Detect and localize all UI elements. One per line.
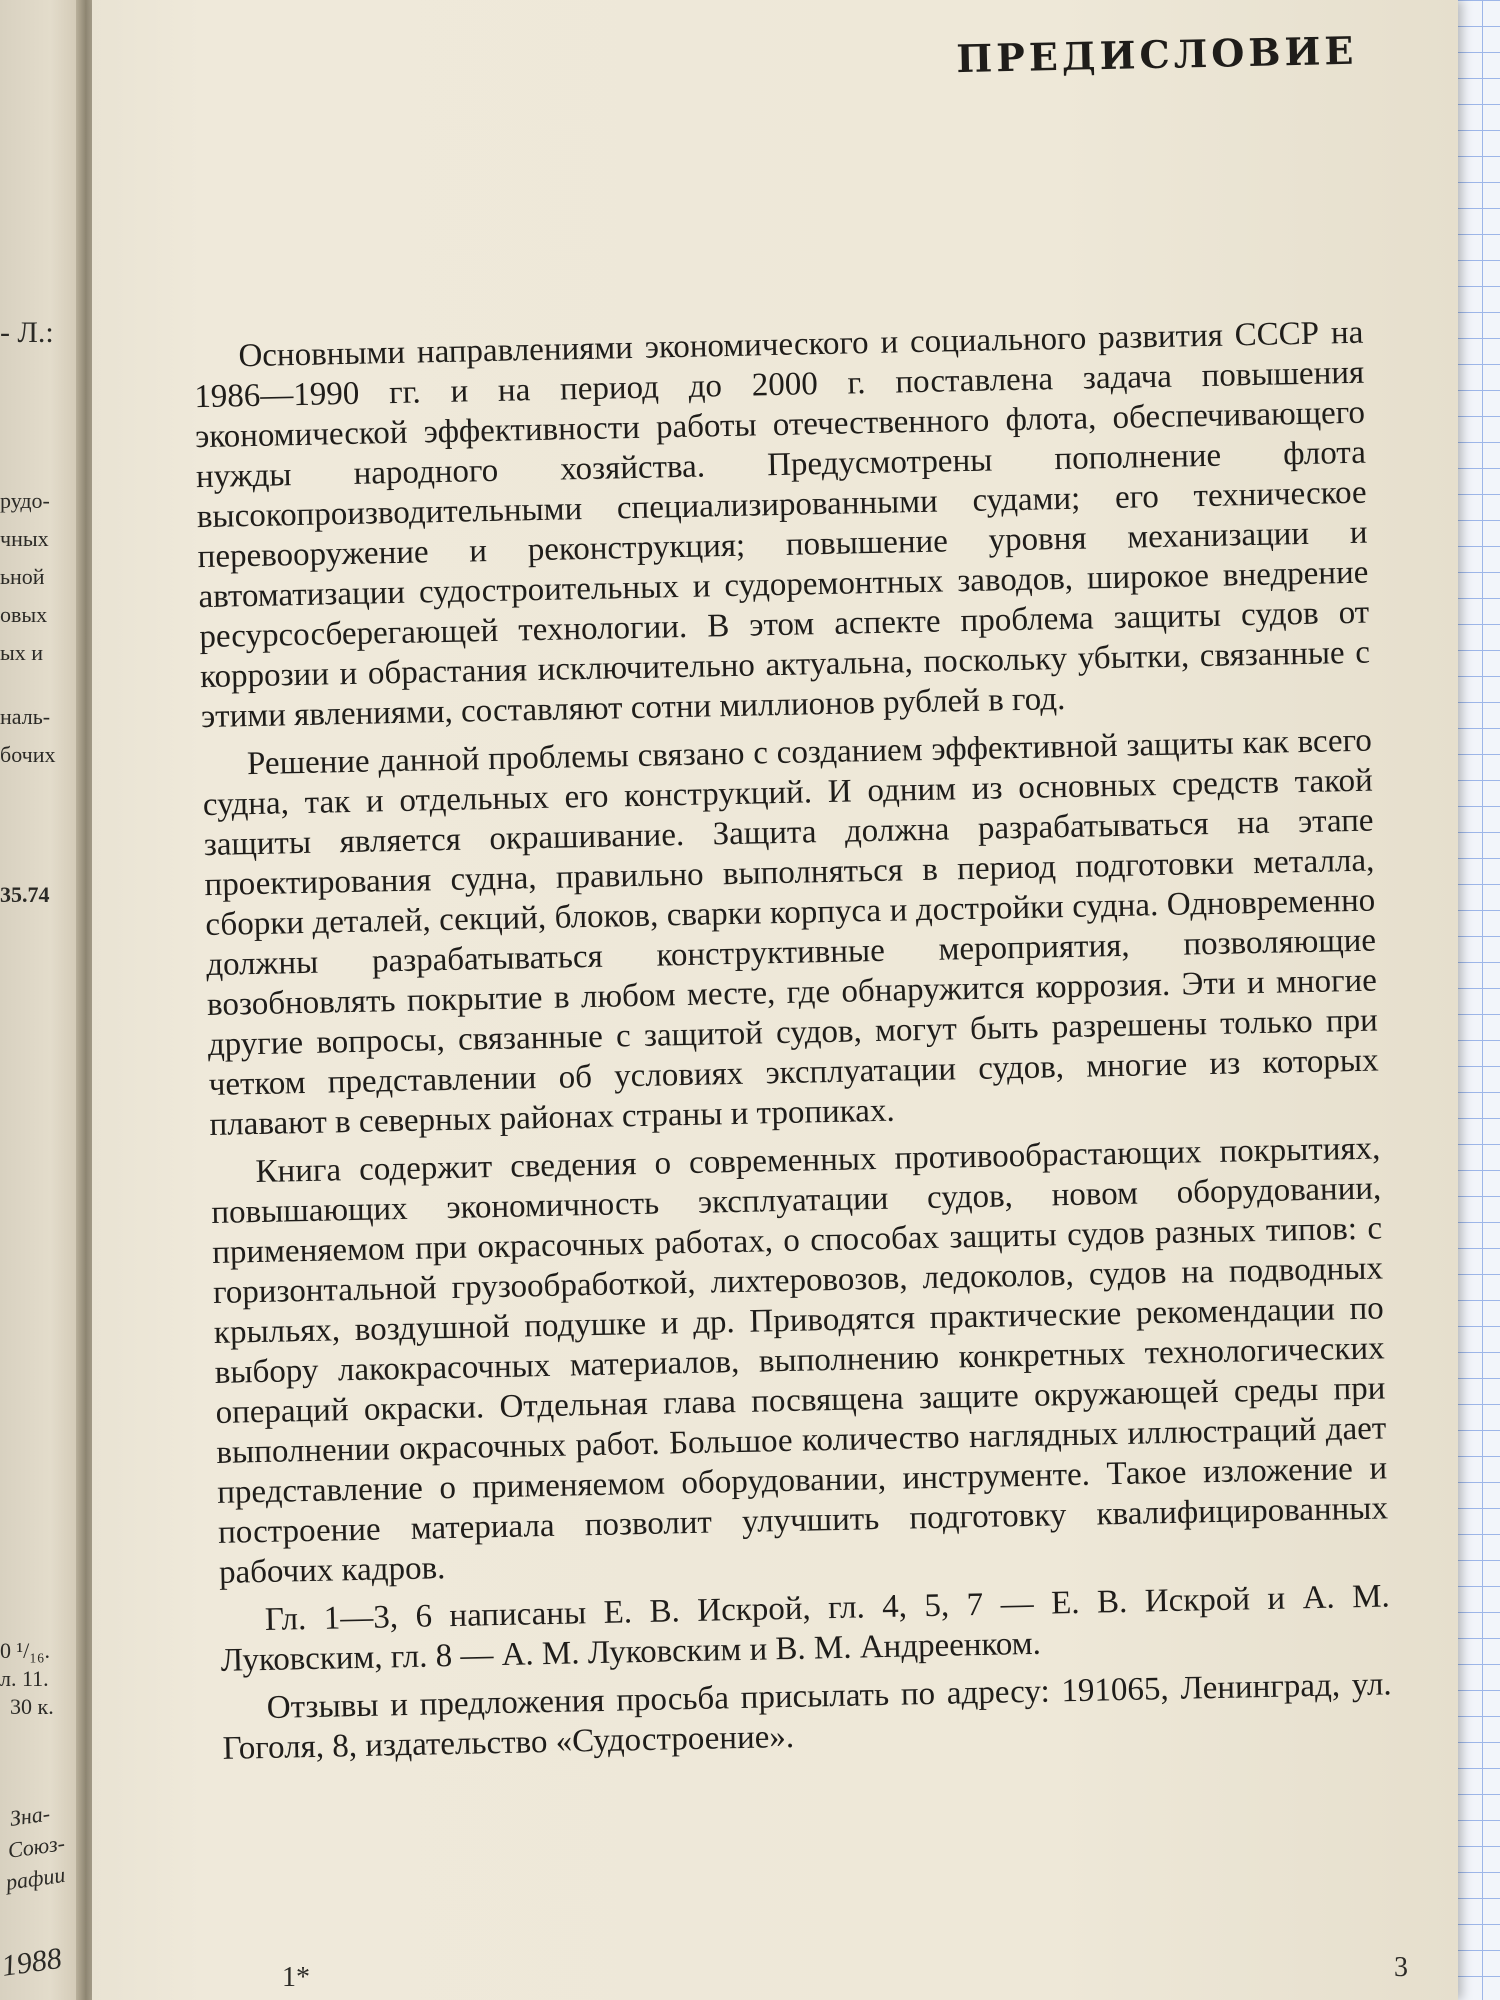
left-facing-page — [0, 0, 84, 2000]
left-page-fragment: Зна- — [8, 1800, 52, 1831]
paragraph: Гл. 1—3, 6 написаны Е. В. Искрой, гл. 4, 5, 7 — Е. В. Искрой и А. М. Луковским, гл. 8 — А. М. Луковским и В. М. Андреенком. — [220, 1578, 1391, 1679]
paragraph: Основными направлениями экономического и социального развития СССР на 1986—1990 гг. и на период до 2000 г. поставлена задача повышения экономической эффективности работы отечественного флота, обеспечивающего нужды народного хозяйства. Предусмотрены пополнение флота высокопроизводительными специализированными судами; его техническое перевооружение и реконструкция; повышение уровня механизации и автоматизации судостроительных и судоремонтных заводов, широкое внедрение ресурсосберегающей технологии. В этом аспекте проблема защиты судов от коррозии и обрастания исключительно актуальна, поскольку убытки, связанные с этими явлениями, составляют сотни миллионов рублей в год. — [193, 314, 1371, 736]
book-page — [92, 0, 1458, 2000]
left-page-fragment: рудо- — [0, 488, 50, 513]
left-page-fragment: ьной — [0, 564, 45, 589]
page-number: 3 — [1394, 1952, 1408, 1983]
left-page-fragment: 30 к. — [10, 1694, 54, 1719]
left-page-fragment: - Л.: — [0, 316, 54, 349]
left-page-fragment: Союз- — [6, 1830, 67, 1863]
left-page-fragment: 1988 — [0, 1941, 64, 1983]
paragraph: Решение данной проблемы связано с созданием эффективной защиты как всего судна, так и отдельных его конструкций. И одним из основных средств такой защиты является окрашивание. Защита должна разрабатываться на этапе проектирования судна, правильно выполняться в период подготовки металла, сборки деталей, секций, блоков, сварки корпуса и достройки судна. Одновременно должны разрабатываться конструктивные мероприятия, позволяющие возобновлять покрытие в любом месте, где обнаружится коррозия. Эти и многие другие вопросы, связанные с защитой судов, могут быть разрешены только при четком представлении об условиях эксплуатации судов, многие из которых плавают в северных районах страны и тропиках. — [202, 722, 1379, 1144]
left-page-fragment: л. 11. — [0, 1666, 49, 1691]
paragraph: Книга содержит сведения о современных противообрастающих покрытиях, повышающих экономичность эксплуатации судов, новом оборудовании, применяемом при окрасочных работах, о способах защиты судов разных типов: с горизонтальной грузообработкой, лихтеровозов, ледоколов, судов на подводных крыльях, воздушной подушке и др. Приводятся практические рекомендации по выбору лакокрасочных материалов, выполнению конкретных технологических операций окраски. Отдельная глава посвящена защите окружающей среды при выполнении окрасочных работ. Большое количество наглядных иллюстраций дает представление о применяемом оборудовании, инструменте. Такое изложение и построение материала позволит улучшить подготовку квалифицированных рабочих кадров. — [211, 1130, 1389, 1591]
left-page-fragment: рафии — [4, 1861, 67, 1895]
left-page-fragment: 0 ¹/₁₆. — [0, 1638, 51, 1663]
left-page-fragment: наль- — [0, 704, 51, 729]
left-page-fragment: ых и — [0, 640, 44, 665]
left-page-fragment: бочих — [0, 742, 56, 767]
left-page-fragment: 35.74 — [0, 882, 50, 907]
paragraph: Отзывы и предложения просьба присылать по адресу: 191065, Ленинград, ул. Гоголя, 8, издательство «Судостроение». — [222, 1666, 1392, 1767]
left-page-fragment: чных — [0, 526, 49, 551]
page-heading: ПРЕДИСЛОВИЕ — [955, 27, 1358, 82]
printer-signature-mark: 1* — [282, 1962, 310, 1993]
page-content — [187, 28, 1393, 1769]
left-page-fragment: овых — [0, 602, 48, 627]
